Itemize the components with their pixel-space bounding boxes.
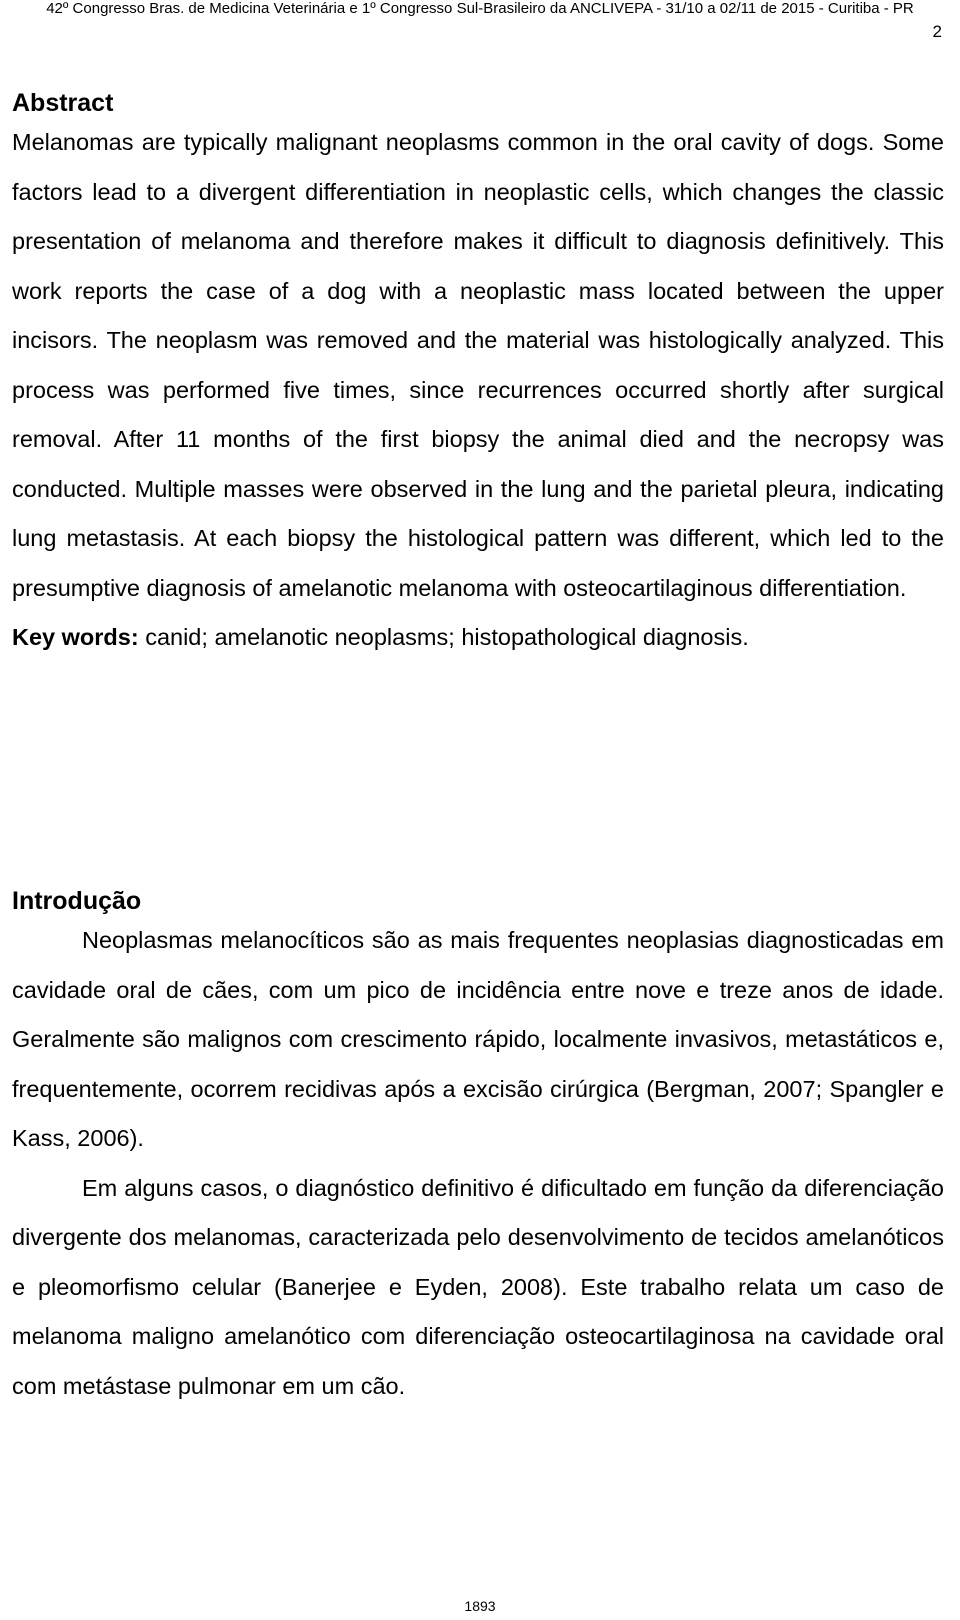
introduction-section xyxy=(12,886,944,1411)
keywords-line xyxy=(12,613,944,663)
keywords-list: canid; amelanotic neoplasms; histopathological diagnosis. xyxy=(138,624,749,650)
introduction-heading: Introdução xyxy=(12,887,142,915)
page-footer-number: 1893 xyxy=(464,1598,496,1614)
abstract-text: Melanomas are typically malignant neoplasms common in the oral cavity of dogs. Some factors lead to a divergent differentiation in neoplastic cells, which changes the classic presentation of melanoma and therefore makes it difficult to diagnosis definitively. This work reports the case of a dog with a neoplastic mass located between the upper incisors. The neoplasm was removed and the material was histologically analyzed. This process was performed five times, since recurrences occurred shortly after surgical removal. After 11 months of the first biopsy the animal died and the necropsy was conducted. Multiple masses were observed in the lung and the parietal pleura, indicating lung metastasis. At each biopsy the histological pattern was different, which led to the presumptive diagnosis of amelanotic melanoma with osteocartilaginous differentiation. xyxy=(12,129,944,601)
keywords-label: Key words: xyxy=(12,624,139,650)
abstract-heading: Abstract xyxy=(12,89,114,117)
running-header: 42º Congresso Bras. de Medicina Veterinária e 1º Congresso Sul-Brasileiro da ANCLIVEPA - 31/10 a 02/11 de 2015 - Curitiba - PR xyxy=(46,0,914,17)
abstract-section xyxy=(12,88,944,663)
introduction-paragraph-2: Em alguns casos, o diagnóstico definitivo é dificultado em função da diferenciação divergente dos melanomas, caracterizada pelo desenvolvimento de tecidos amelanóticos e pleomorfismo celular (Banerjee e Eyden, 2008). Este trabalho relata um caso de melanoma maligno amelanótico com diferenciação osteocartilaginosa na cavidade oral com metástase pulmonar em um cão. xyxy=(12,1174,944,1399)
page-number: 2 xyxy=(932,22,942,41)
introduction-paragraph-1: Neoplasmas melanocíticos são as mais frequentes neoplasias diagnosticadas em cavidade oral de cães, com um pico de incidência entre nove e treze anos de idade. Geralmente são malignos com crescimento rápido, localmente invasivos, metastáticos e, frequentemente, ocorrem recidivas após a excisão cirúrgica (Bergman, 2007; Spangler e Kass, 2006). xyxy=(12,927,944,1151)
